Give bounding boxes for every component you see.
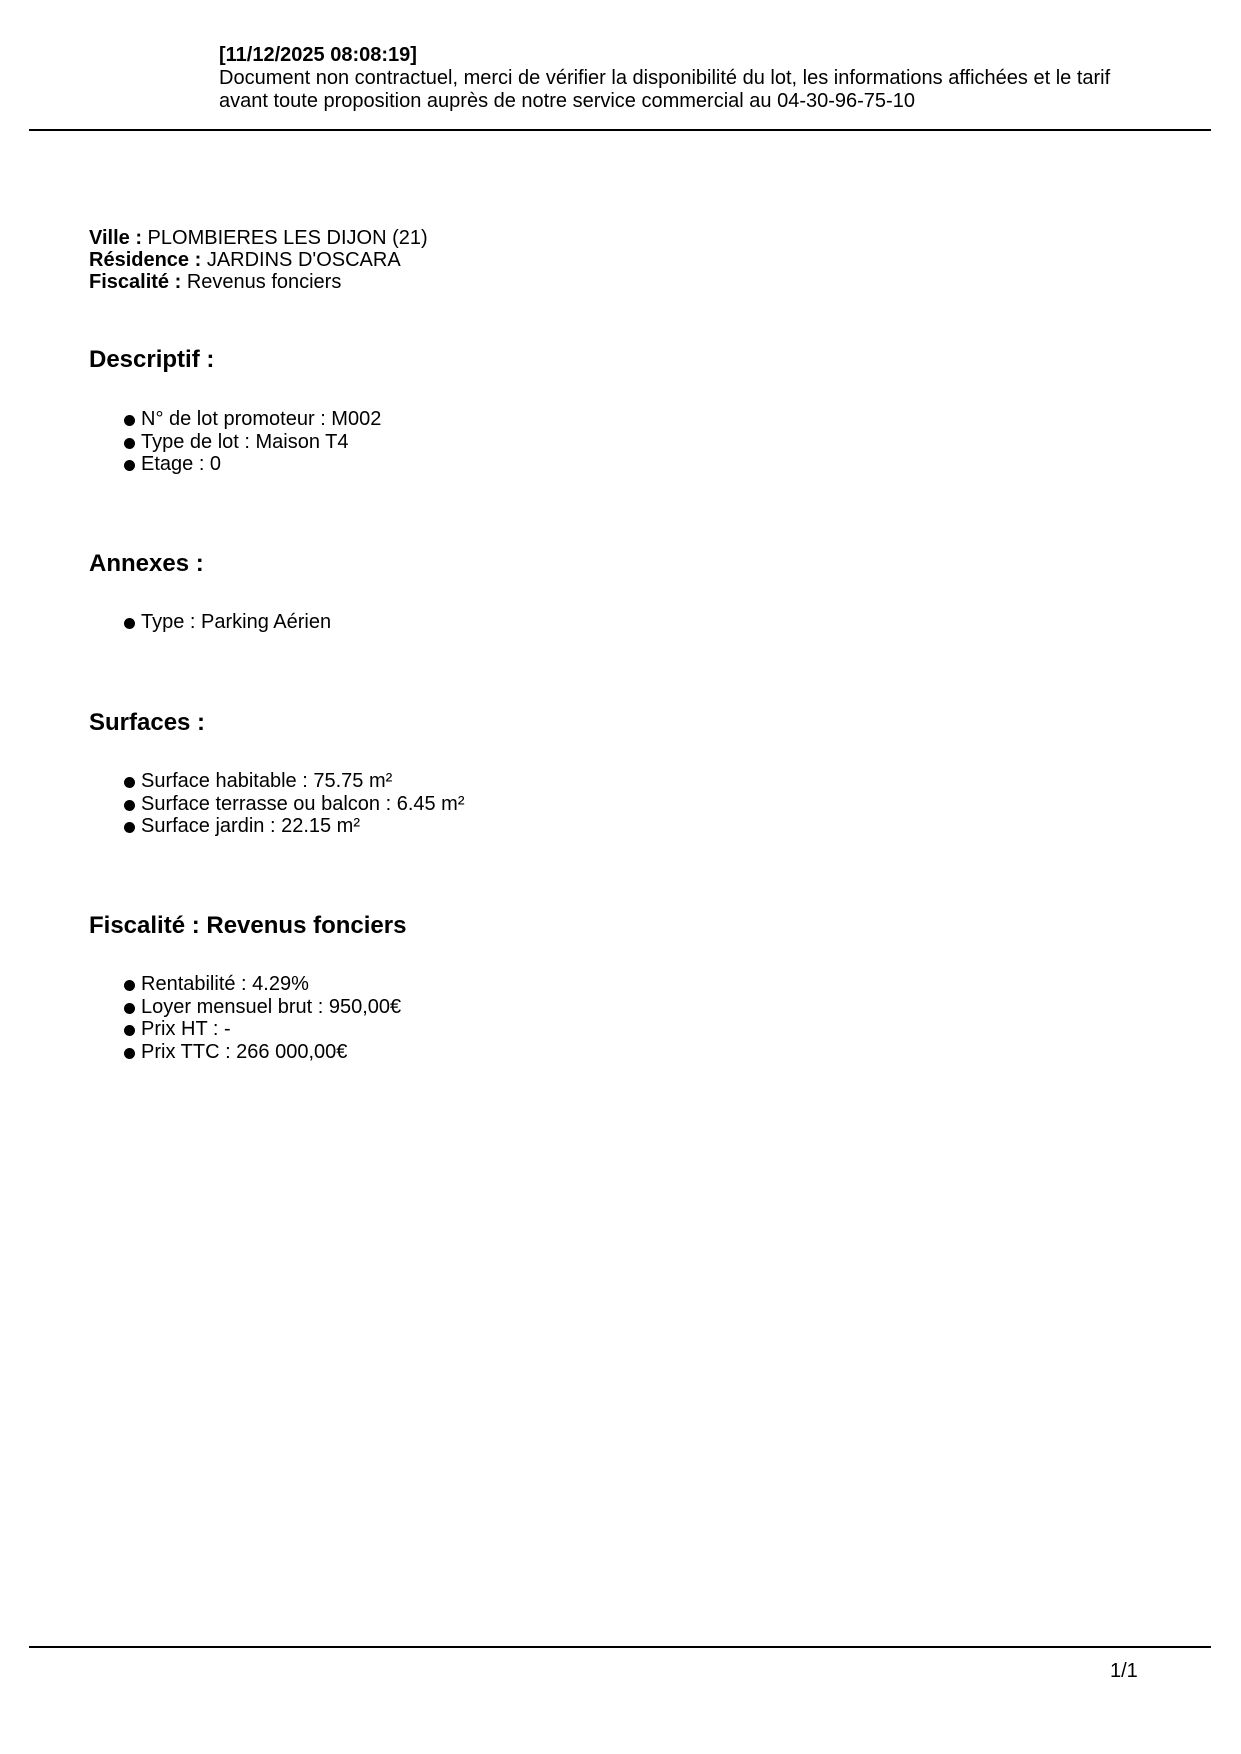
header-timestamp: [11/12/2025 08:08:19] [219, 44, 417, 66]
footer-divider [29, 1646, 1211, 1648]
list-item: Surface terrasse ou balcon : 6.45 m² [124, 793, 465, 816]
section-title-fiscalite: Fiscalité : Revenus fonciers [89, 912, 407, 939]
list-item: Type : Parking Aérien [124, 611, 331, 634]
list-item: Prix HT : - [124, 1018, 401, 1041]
fiscalite-value: Revenus fonciers [181, 271, 342, 293]
list-item: Loyer mensuel brut : 950,00€ [124, 996, 401, 1019]
info-row-residence [89, 249, 428, 271]
section-title-surfaces: Surfaces : [89, 709, 206, 736]
section-title-descriptif: Descriptif : [89, 346, 215, 373]
residence-value: JARDINS D'OSCARA [201, 249, 401, 271]
info-row-fiscalite [89, 271, 428, 293]
list-item: Type de lot : Maison T4 [124, 431, 381, 454]
ville-label: Ville : [89, 227, 142, 249]
info-row-ville [89, 227, 428, 249]
ville-value: PLOMBIERES LES DIJON (21) [142, 227, 428, 249]
list-item: Surface jardin : 22.15 m² [124, 815, 465, 838]
header-divider [29, 129, 1211, 131]
fiscalite-list [124, 973, 401, 1063]
list-item: Prix TTC : 266 000,00€ [124, 1041, 401, 1064]
fiscalite-label: Fiscalité : [89, 271, 182, 293]
list-item: Rentabilité : 4.29% [124, 973, 401, 996]
document-header [219, 44, 1179, 113]
property-info [89, 227, 428, 293]
list-item: Surface habitable : 75.75 m² [124, 770, 465, 793]
residence-label: Résidence : [89, 249, 202, 271]
header-disclaimer-line-2: avant toute proposition auprès de notre service commercial au 04-30-96-75-10 [219, 90, 915, 112]
descriptif-list [124, 408, 381, 476]
page-number: 1/1 [1110, 1660, 1138, 1682]
list-item: N° de lot promoteur : M002 [124, 408, 381, 431]
annexes-list [124, 611, 331, 634]
surfaces-list [124, 770, 465, 838]
header-disclaimer-line-1: Document non contractuel, merci de vérifier la disponibilité du lot, les informations affichées et le tarif [219, 67, 1111, 89]
section-title-annexes: Annexes : [89, 550, 204, 577]
list-item: Etage : 0 [124, 453, 381, 476]
